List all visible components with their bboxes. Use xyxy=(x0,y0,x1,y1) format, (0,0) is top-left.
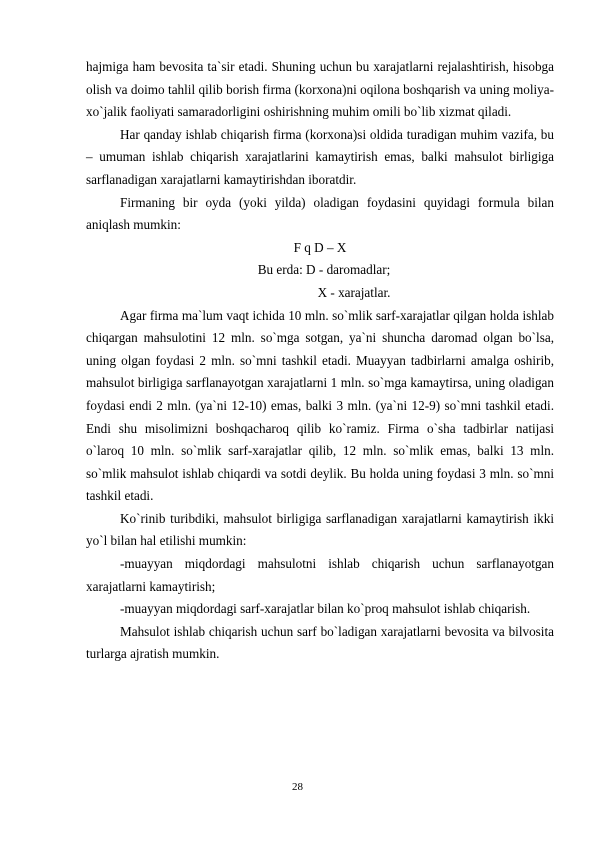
paragraph-5: Ko`rinib turibdiki, mahsulot birligiga sarflanadigan xarajatlarni kamaytirish ikki yo`l bilan hal etilishi mumkin: xyxy=(86,510,554,549)
paragraph-2: Har qanday ishlab chiqarish firma (korxona)si oldida turadigan muhim vazifa, bu – umuman ishlab chiqarish xarajatlarini kamaytirish emas, balki mahsulot birligiga sarflanadigan xarajatlarni kamaytirishdan iboratdir. xyxy=(86,126,554,187)
paragraph-6: -muayyan miqdordagi mahsulotni ishlab chiqarish uchun sarflanayotgan xarajatlarni kamaytirish; xyxy=(86,556,554,594)
document-page xyxy=(86,56,554,666)
paragraph-1: hajmiga ham bevosita ta`sir etadi. Shuning uchun bu xarajatlarni rejalashtirish, hisobga olish va doimo tahlil qilib borish firma (korxona)ni oqilona boshqarish va uning moliya-xo`jalik faoliyati samaradorligini oshirishning muhim omili bo`lib xizmat qiladi. xyxy=(86,59,554,120)
paragraph-7: -muayyan miqdordagi sarf-xarajatlar bilan ko`proq mahsulot ishlab chiqarish. xyxy=(120,601,531,617)
paragraph-8: Mahsulot ishlab chiqarish uchun sarf bo`ladigan xarajatlarni bevosita va bilvosita turlarga ajratish mumkin. xyxy=(86,623,554,662)
formula-where-line: Bu erda: D - daromadlar; xyxy=(257,262,391,278)
paragraph-3: Firmaning bir oyda (yoki yilda) oladigan foydasini quyidagi formula bilan aniqlash mumkin: xyxy=(86,194,554,233)
paragraph-4: Agar firma ma`lum vaqt ichida 10 mln. so`mlik sarf-xarajatlar qilgan holda ishlab chiqargan mahsulotini 12 mln. so`mga sotgan, ya`ni shuncha daromad olgan bo`lsa, uning olgan foydasi 2 mln. so`mni tashkil etadi. Muayyan tadbirlarni amalga oshirib, mahsulot birligiga sarflanayotgan xarajatlarni 1 mln. so`mga kamaytirsa, uning oladigan foydasi endi 2 mln. (ya`ni 12-10) emas, balki 3 mln. (ya`ni 12-9) so`mni tashkil etadi. Endi shu misolimizni boshqacharoq qilib ko`ramiz. Firma o`sha tadbirlar natijasi o`laroq 10 mln. so`mlik sarf-xarajatlar qilib, 12 mln. so`mlik emas, balki 13 mln. so`mlik mahsulot ishlab chiqardi va sotdi deylik. Bu holda uning foydasi 3 mln. so`mni tashkil etadi. xyxy=(86,307,554,504)
page-number: 28 xyxy=(292,781,303,793)
formula-expression: F q D – X xyxy=(293,239,347,255)
formula-second-line: X - xarajatlar. xyxy=(317,284,391,300)
